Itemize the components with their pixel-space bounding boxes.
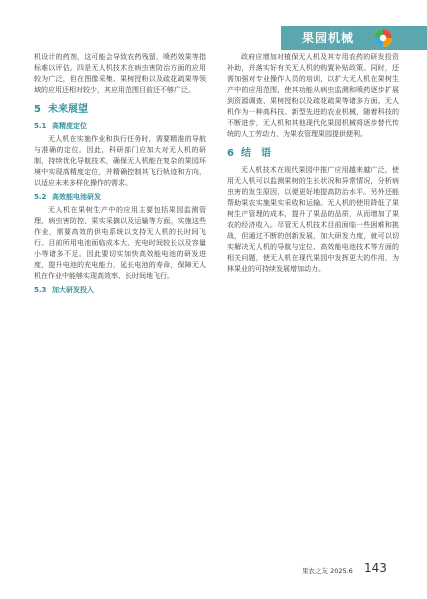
subsection-5-2-title: 高效能电池研发 [52, 193, 101, 201]
page-number: 143 [364, 561, 387, 575]
left-column [34, 52, 206, 298]
subsection-5-3-number: 5.3 [34, 286, 47, 294]
section-6-heading [227, 148, 399, 160]
subsection-5-3-heading [34, 285, 206, 296]
section-6-title: 结 语 [241, 148, 271, 159]
subsection-5-1-heading [34, 121, 206, 132]
subsection-5-2-number: 5.2 [34, 193, 47, 201]
section-5-heading [34, 104, 206, 116]
funding-paragraph: 政府应增加对植保无人机及其专用农药的研发投资补助，并落实好有关无人机的购置补贴政策。同时，还需加强对专业操作人员的培训，以扩大无人机在果树生产中的应用范围，使其功能从病虫监测和喷药逐步扩展到资源调查、果树授粉以及疏花疏果等诸多方面。无人机作为一种高科技、新型先进的农业机械，随着科技的不断进步，无人机和其他现代化果园机械将逐步替代传统的人工劳动力，为果农管理果园提供便利。 [227, 53, 399, 138]
section-header-title: 果园机械 [302, 31, 355, 45]
section-5-number: 5 [34, 104, 41, 115]
journal-logo-icon [373, 28, 393, 48]
subsection-5-2-heading [34, 192, 206, 203]
right-column [227, 52, 399, 275]
subsection-5-1-text: 无人机在实施作业和执行任务时，需要精准的导航与准确的定位。因此，科研部门应加大对无人机的研制，持续优化导航技术，确保无人机能在复杂的果园环境中实现高精度定位，并精确控制其飞行轨迹和方向，以适应未来多样化操作的需求。 [34, 135, 206, 187]
footer-journal-name: 果农之友 2025.6 [302, 567, 353, 575]
subsection-5-2-text: 无人机在果树生产中的应用主要包括果园监测管理、病虫害防控、果实采摘以及运输等方面。实施这些作业，需要高效的供电系统以支持无人机的长时间飞行。目前所用电池面临成本大、充电时间较长以及容量小等诸多不足。因此要切实加快高效能电池的研发进度，提升电池的充电能力，延长电池的寿命，保障无人机在作业中能够实现高效率、长时间地飞行。 [34, 206, 206, 280]
section-5-title: 未来展望 [48, 104, 88, 115]
conclusion-paragraph: 无人机技术在现代果园中推广应用越来越广泛，使用无人机可以监测果树的生长状况和异常情况，分析病虫害的发生原因，以便更好地提高防治水平。另外还能帮助果农实施果实采收和运输。无人机的使用降低了果树生产管理的成本，提升了果品的品质，从而增加了果农的经济收入。尽管无人机技术目前面临一些困难和挑战，但通过不断的创新发展，加大研发力度，就可以切实解决无人机的导航与定位、高效能电池技术等方面的相关问题，使无人机在现代果园中发挥更大的作用，为林果业的可持续发展增加动力。 [227, 166, 399, 273]
subsection-5-3-title: 加大研发投入 [52, 286, 94, 294]
subsection-5-1-number: 5.1 [34, 122, 47, 130]
section-6-number: 6 [227, 148, 234, 159]
subsection-5-1-title: 高精度定位 [52, 122, 87, 130]
intro-paragraph: 机设计的药剂，这可能会导致农药残留，喷药效果等指标难以评估。四是无人机技术在病虫害防治方面的应用较为广泛，但在图像采集、果树授粉以及疏花疏果等领域的应用还相对较少，其应用范围目前还不够广泛。 [34, 53, 206, 94]
